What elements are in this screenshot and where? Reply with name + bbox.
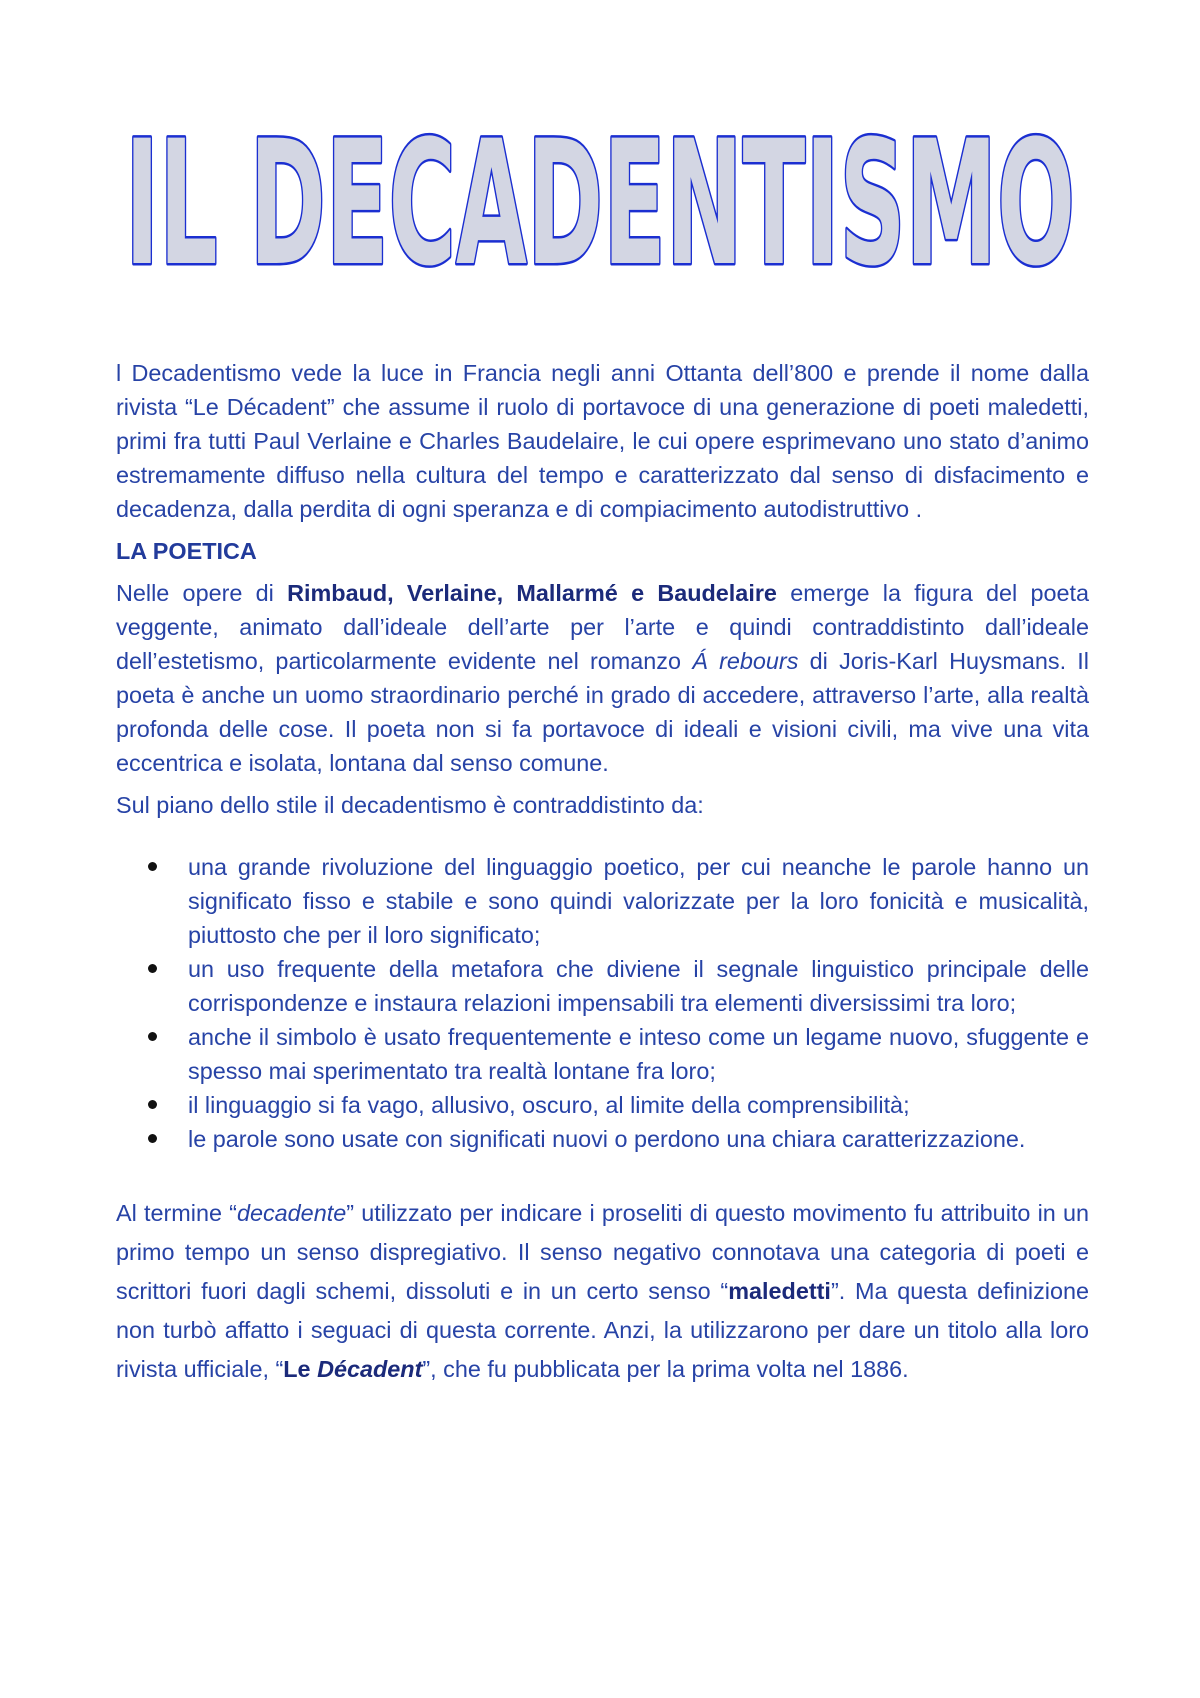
list-item-text: una grande rivoluzione del linguaggio poetico, per cui neanche le parole hanno un significato fisso e stabile e sono quindi valorizzate per la loro fonicità e musicalità, piuttosto che per il loro significato; xyxy=(188,854,1089,948)
bullet-icon xyxy=(148,862,157,871)
list-item-text: un uso frequente della metafora che diviene il segnale linguistico principale delle corrispondenze e instaura relazioni impensabili tra elementi diversissimi tra loro; xyxy=(188,956,1089,1016)
closing-text-4: ”, che fu pubblicata per la prima volta nel 1886. xyxy=(422,1356,909,1382)
page-title: IL DECADENTISMO xyxy=(125,115,1075,290)
list-item xyxy=(188,850,1089,952)
list-item xyxy=(188,1020,1089,1088)
poetica-paragraph xyxy=(116,576,1089,780)
list-item-text: il linguaggio si fa vago, allusivo, oscuro, al limite della comprensibilità; xyxy=(188,1092,910,1118)
list-item xyxy=(188,1088,1089,1122)
bullet-list xyxy=(116,850,1089,1156)
magazine-name xyxy=(283,1356,422,1382)
list-item-text: le parole sono usate con significati nuovi o perdono una chiara caratterizzazione. xyxy=(188,1126,1026,1152)
magazine-name-le: Le xyxy=(283,1356,318,1382)
poetica-novel: Á rebours xyxy=(692,648,799,674)
closing-text-1: Al termine “ xyxy=(116,1200,237,1226)
closing-text-2: ” utilizzato per indicare i proseliti di questo movimento fu attribuito in un primo tempo un senso dispregiativo. Il senso negativo connotava una categoria di poeti e scrittori fuori dagli schemi, dissoluti e in un certo senso “ xyxy=(116,1200,1089,1304)
title-graphic xyxy=(115,115,1085,290)
term-decadente: decadente xyxy=(236,1200,347,1226)
poetica-post: di Joris-Karl Huysmans. Il poeta è anche un uomo straordinario perché in grado di accedere, attraverso l’arte, alla realtà profonda delle cose. Il poeta non si fa portavoce di ideali e visioni civili, ma vive una vita eccentrica e isolata, lontana dal senso comune. xyxy=(116,648,1090,776)
section-heading: LA POETICA xyxy=(116,538,257,564)
bullet-icon xyxy=(148,1100,157,1109)
bullet-icon xyxy=(148,1032,157,1041)
closing-text-3: ”. Ma questa definizione non turbò affatto i seguaci di questa corrente. Anzi, la utilizzarono per dare un titolo alla loro rivista ufficiale, “ xyxy=(116,1278,1090,1382)
bullet-icon xyxy=(148,964,157,973)
stile-intro: Sul piano dello stile il decadentismo è contraddistinto da: xyxy=(116,792,704,818)
bullet-icon xyxy=(148,1134,157,1143)
title-wordart xyxy=(115,115,1085,290)
document-body xyxy=(116,356,1089,1412)
intro-paragraph: l Decadentismo vede la luce in Francia negli anni Ottanta dell’800 e prende il nome dalla rivista “Le Décadent” che assume il ruolo di portavoce di una generazione di poeti maledetti, primi fra tutti Paul Verlaine e Charles Baudelaire, le cui opere esprimevano uno stato d’animo estremamente diffuso nella cultura del tempo e caratterizzato dal senso di disfacimento e decadenza, dalla perdita di ogni speranza e di compiacimento autodistruttivo . xyxy=(116,360,1089,522)
list-item xyxy=(188,1122,1089,1156)
magazine-name-decadent: Décadent xyxy=(317,1356,423,1382)
poetica-mid: emerge la figura del poeta veggente, animato dall’ideale dell’arte per l’arte e quindi contraddistinto dall’ideale dell’estetismo, particolarmente evidente nel romanzo xyxy=(116,580,1089,674)
poetica-authors: Rimbaud, Verlaine, Mallarmé e Baudelaire xyxy=(287,580,777,606)
term-maledetti: maledetti xyxy=(728,1278,831,1304)
poetica-pre: Nelle opere di xyxy=(116,580,288,606)
list-item-text: anche il simbolo è usato frequentemente e inteso come un legame nuovo, sfuggente e spesso mai sperimentato tra realtà lontane fra loro; xyxy=(188,1024,1089,1084)
list-item xyxy=(188,952,1089,1020)
closing-paragraph xyxy=(116,1194,1089,1389)
